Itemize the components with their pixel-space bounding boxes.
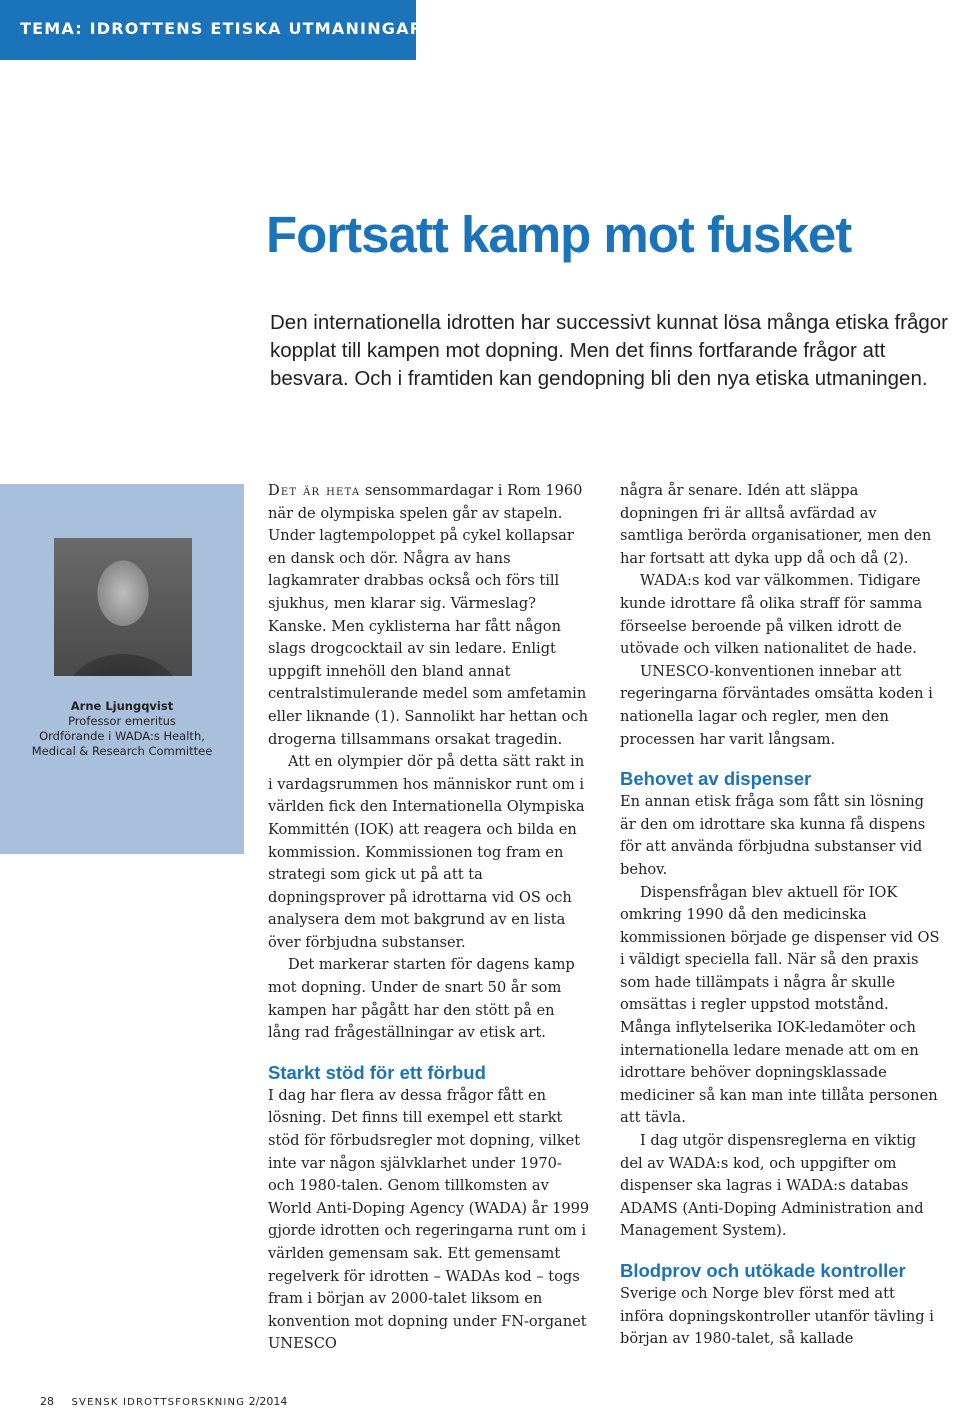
author-sidebar — [0, 484, 244, 854]
author-photo — [54, 538, 192, 676]
section-banner — [0, 0, 424, 60]
body-paragraph: En annan etisk fråga som fått sin lösning är den om idrottare ska kunna få dispens för att använda förbjudna substanser vid behov. — [620, 793, 926, 878]
body-paragraph: UNESCO-konventionen innebar att regeringarna förväntades omsätta koden i nationella lagar och regler, men den processen har varit långsam. — [620, 662, 933, 748]
body-paragraph: Det markerar starten för dagens kamp mot dopning. Under de snart 50 år som kampen har pågått har den stött på en lång rad frågeställningar av etisk art. — [268, 956, 575, 1042]
page-number: 28 — [40, 1395, 54, 1408]
section-heading: Behovet av dispenser — [620, 768, 812, 790]
drop-in-smallcaps: Det är heta — [268, 482, 361, 499]
body-paragraph — [268, 480, 590, 751]
author-role: Ordförande i WADA:s Health, — [39, 729, 205, 743]
author-role: Professor emeritus — [68, 714, 176, 728]
body-column-2 — [620, 480, 940, 1351]
author-role: Medical & Research Committee — [31, 744, 213, 758]
body-paragraph: WADA:s kod var välkommen. Tidigare kunde idrottare få olika straff för samma förseelse beroende på vilken idrott de utövade och vilken nationalitet de hade. — [620, 572, 923, 658]
body-paragraph: Sverige och Norge blev först med att införa dopningskontroller utanför tävling i början av 1980-talet, så kallade — [620, 1285, 934, 1348]
body-paragraph: I dag har flera av dessa frågor fått en lösning. Det finns till exempel ett starkt stöd för förbudsregler mot dopning, vilket inte var någon självklarhet under 1970- och 1980-talen. Genom tillkomsten av World Anti-Doping Agency (WADA) år 1999 gjorde idrotten och regeringarna runt om i världen gemensam sak. Ett gemensamt regelverk för idrotten – WADAs kod – togs fram i början av 2000-talet liksom en konvention mot dopning under FN-organet UNESCO — [268, 1086, 590, 1353]
article-title: Fortsatt kamp mot fusket — [266, 206, 852, 263]
article-lead: Den internationella idrotten har successivt kunnat lösa många etiska frågor kopplat till kampen mot dopning. Men det finns fortfarande frågor att besvara. Och i framtiden kan gendopning bli den nya etiska utmaningen. — [270, 311, 949, 390]
section-heading: Blodprov och utökade kontroller — [620, 1260, 906, 1281]
body-paragraph: Dispensfrågan blev aktuell för IOK omkring 1990 då den medicinska kommissionen började ge dispenser vid OS i väldigt speciella fall. När så den praxis som hade tillämpats i några år skulle omsättas i regler uppstod motstånd. Många inflytelserika IOK-ledamöter och internationella ledare menade att om en idrottare behöver dopningsklassade mediciner så kan man inte tillåta personen att tävla. — [620, 883, 940, 1127]
body-column-1 — [268, 480, 590, 1356]
section-banner-label: TEMA: IDROTTENS ETISKA UTMANINGAR — [20, 19, 424, 38]
page-footer — [40, 1395, 287, 1408]
paragraph-text: sensommardagar i Rom 1960 när de olympiska spelen går av stapeln. Under lagtempoloppet på cykel kollapsar en dansk och dör. Några av hans lagkamrater drabbas också och förs till sjukhus, men klarar sig. Värmeslag? Kanske. Men cyklisterna har fått någon slags drogcocktail av sin ledare. Enligt uppgift innehöll den bland annat centralstimulerande medel som amfetamin eller liknande (1). Sannolikt har hettan och drogerna tillsammans orsakat tragedin. — [268, 482, 589, 748]
body-paragraph: Att en olympier dör på detta sätt rakt in i vardagsrummen hos människor runt om i världen fick den Internationella Olympiska Kommittén (IOK) att reagera och bilda en kommission. Kommissionen tog fram en strategi som gick ut på att ta dopningsprover på idrottarna vid OS och analysera dem mot bakgrund av en lista över förbjudna substanser. — [268, 753, 585, 951]
issue-number: 2/2014 — [248, 1395, 288, 1408]
author-caption — [0, 699, 244, 759]
author-name: Arne Ljungqvist — [70, 699, 174, 713]
journal-name: SVENSK IDROTTSFORSKNING — [71, 1397, 246, 1408]
body-paragraph: I dag utgör dispensreglerna en viktig del av WADA:s kod, och uppgifter om dispenser ska lagras i WADA:s databas ADAMS (Anti-Doping Administration and Management System). — [620, 1132, 924, 1240]
section-heading: Starkt stöd för ett förbud — [268, 1061, 486, 1083]
body-paragraph: några år senare. Idén att släppa dopningen fri är alltså avfärdad av samtliga berörda organisationer, men den har fortsatt att dyka upp då och då (2). — [620, 482, 932, 567]
